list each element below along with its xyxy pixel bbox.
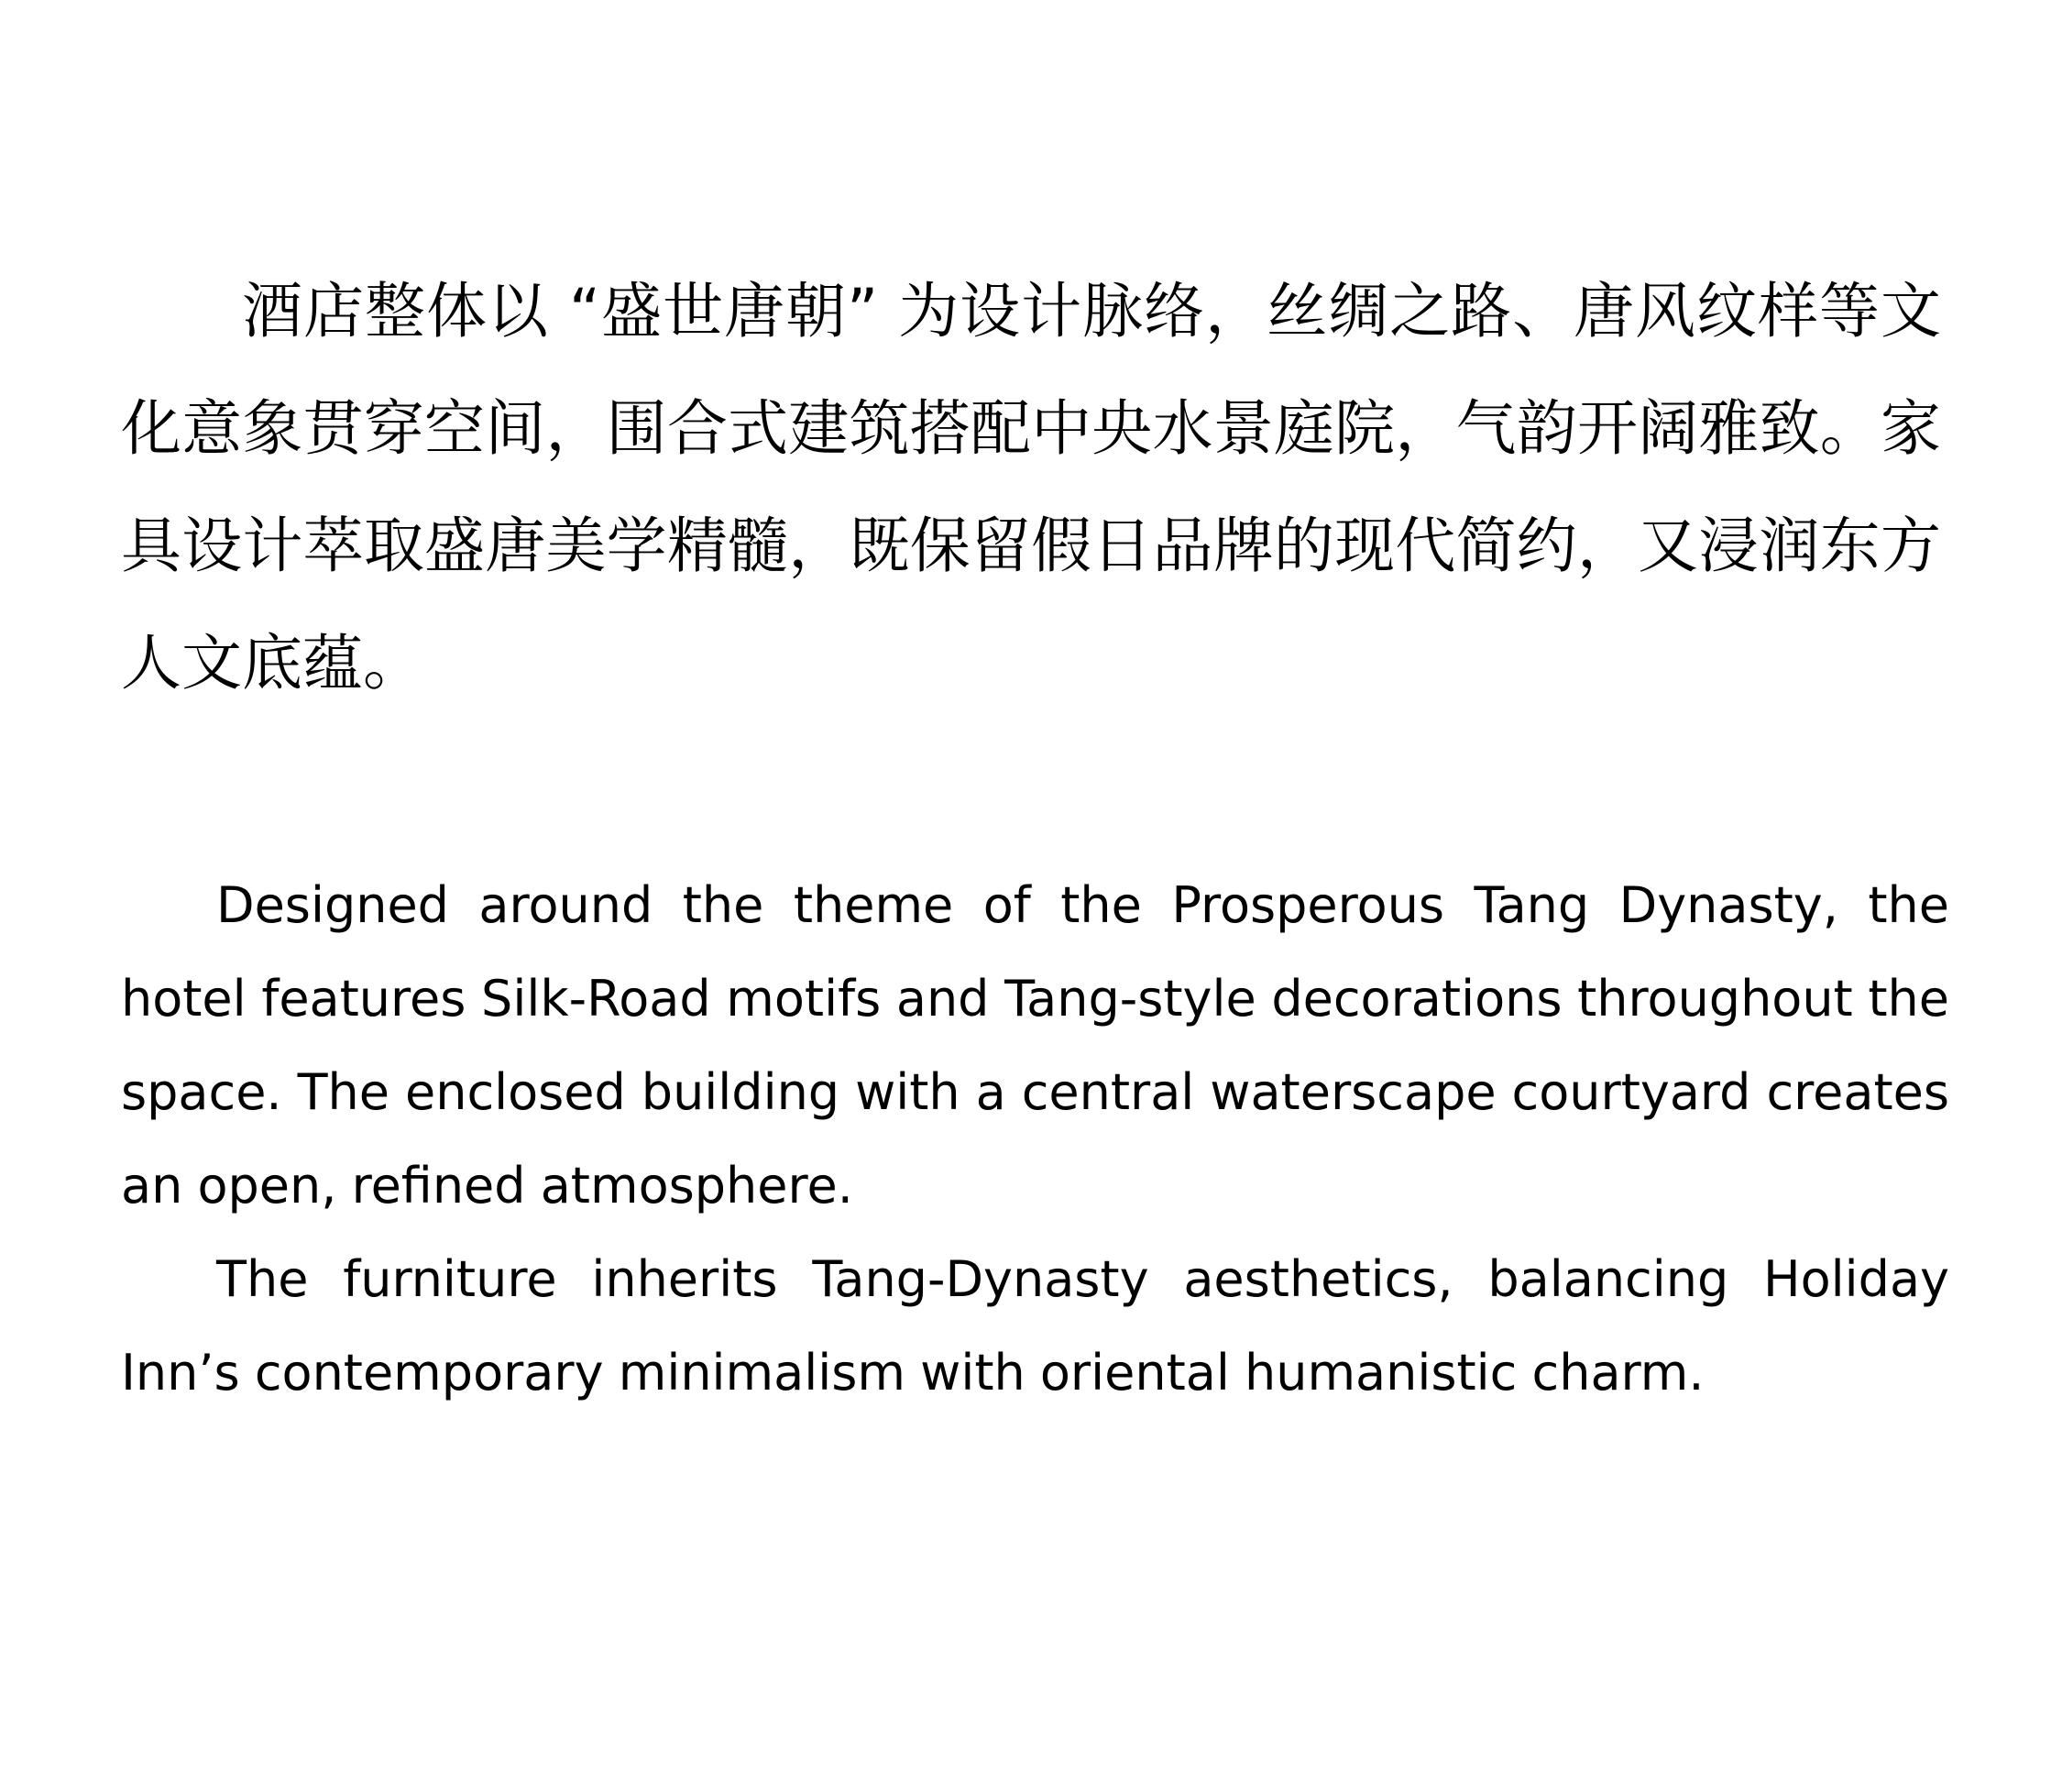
chinese-paragraph: 酒店整体以 “盛世唐朝” 为设计脉络，丝绸之路、唐风纹样等文化意象贯穿空间，围合式建筑搭配中央水景庭院，气韵开阔雅致。家具设计萃取盛唐美学精髓，既保留假日品牌的现代简约，又浸润东方人文底蕴。 <box>121 276 1941 698</box>
english-paragraph-2: The furniture inherits Tang-Dynasty aesthetics, balancing Holiday Inn’s contemporary minimalism with oriental humanistic charm. <box>121 1250 1949 1402</box>
chinese-text-block <box>121 253 1941 722</box>
english-text-block <box>121 859 1949 1420</box>
english-paragraph-1: Designed around the theme of the Prosperous Tang Dynasty, the hotel features Silk-Road motifs and Tang-style decorations throughout the space. The enclosed building with a central waterscape courtyard creates an open, refined atmosphere. <box>121 876 1949 1215</box>
